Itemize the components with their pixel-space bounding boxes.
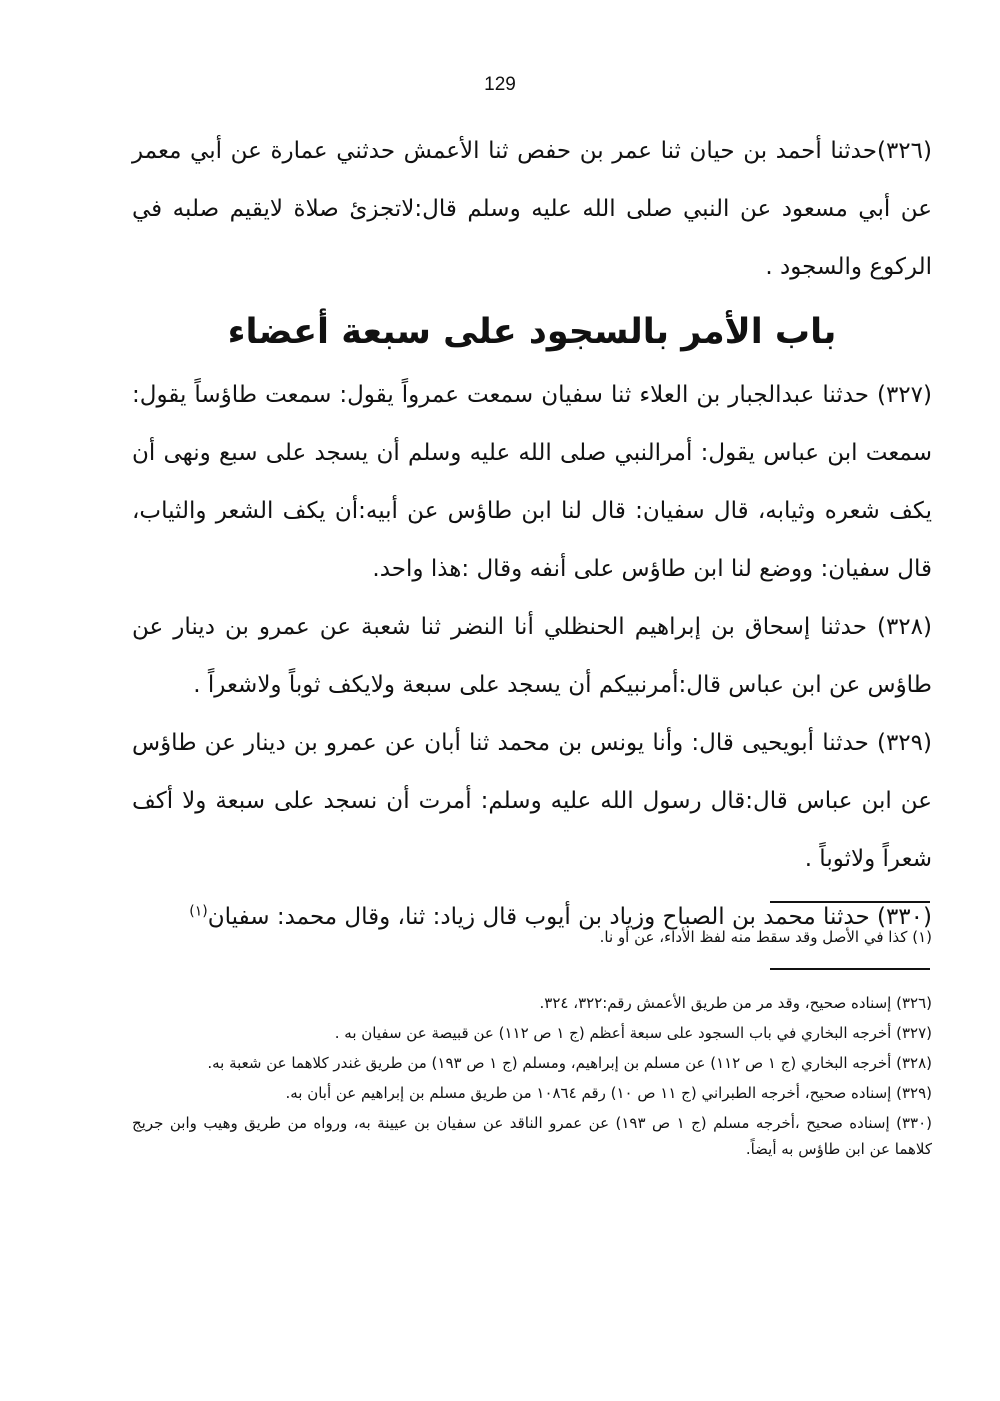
note-329: (٣٢٩) إسناده صحيح، أخرجه الطبراني (ج ١١ ص ١٠) رقم ١٠٨٦٤ من طريق مسلم بن إبراهيم عن أبان به.: [285, 1084, 932, 1102]
page-number: 129: [484, 74, 516, 95]
note-328: (٣٢٨) أخرجه البخاري (ج ١ ص ١١٢) عن مسلم بن إبراهيم، ومسلم (ج ١ ص ١٩٣) من طريق غندر كلاهما عن شعبة به.: [207, 1054, 932, 1072]
takhrij-notes: [132, 990, 932, 1166]
hadith-329: (٣٢٩) حدثنا أبويحيى قال: وأنا يونس بن محمد ثنا أبان عن عمرو بن دينار عن طاؤس عن ابن عباس قال:قال رسول الله عليه وسلم: أمرت أن نسجد على سبعة ولا أكف شعراً ولاثوباً .: [132, 730, 932, 872]
note-327: (٣٢٧) أخرجه البخاري في باب السجود على سبعة أعظم (ج ١ ص ١١٢) عن قبيصة عن سفيان به .: [334, 1024, 932, 1042]
hadith-327: (٣٢٧) حدثنا عبدالجبار بن العلاء ثنا سفيان سمعت عمرواً يقول: سمعت طاؤساً يقول: سمعت ابن عباس يقول: أمرالنبي صلى الله عليه وسلم أن يسجد على سبع ونهى أن يكف شعره وثيابه، قال سفيان: قال لنا ابن طاؤس عن أبيه:أن يكف الشعر والثياب، قال سفيان: ووضع لنا ابن طاؤس على أنفه وقال :هذا واحد.: [132, 382, 932, 582]
chapter-title: باب الأمر بالسجود على سبعة أعضاء: [227, 312, 837, 352]
footnote-divider: [770, 901, 930, 903]
hadith-328: (٣٢٨) حدثنا إسحاق بن إبراهيم الحنظلي أنا النضر ثنا شعبة عن عمرو بن دينار عن طاؤس عن ابن عباس قال:أمرنبيكم أن يسجد على سبعة ولايكف ثوباً ولاشعراً .: [132, 614, 932, 698]
main-text: [132, 122, 932, 946]
hadith-326: (٣٢٦)حدثنا أحمد بن حيان ثنا عمر بن حفص ثنا الأعمش حدثني عمارة عن أبي معمر عن أبي مسعود عن النبي صلى الله عليه وسلم قال:لاتجزئ صلاة لايقيم صلبه في الركوع والسجود .: [132, 138, 932, 280]
footnote-marker: (١): [189, 903, 208, 920]
footnote: (١) كذا في الأصل وقد سقط منه لفظ الأداء، عن أو نا.: [599, 928, 932, 946]
notes-divider: [770, 968, 930, 970]
note-330: (٣٣٠) إسناده صحيح ،أخرجه مسلم (ج ١ ص ١٩٣) عن عمرو الناقد عن سفيان بن عيينة به، ورواه من طريق وهيب وابن جريج كلاهما عن ابن طاؤس به أيضاً.: [132, 1114, 933, 1158]
hadith-330-text: (٣٣٠) حدثنا محمد بن الصباح وزياد بن أيوب قال زياد: ثنا، وقال محمد: سفيان: [207, 904, 932, 930]
note-326: (٣٢٦) إسناده صحيح، وقد مر من طريق الأعمش رقم:٣٢٢، ٣٢٤.: [539, 994, 932, 1012]
